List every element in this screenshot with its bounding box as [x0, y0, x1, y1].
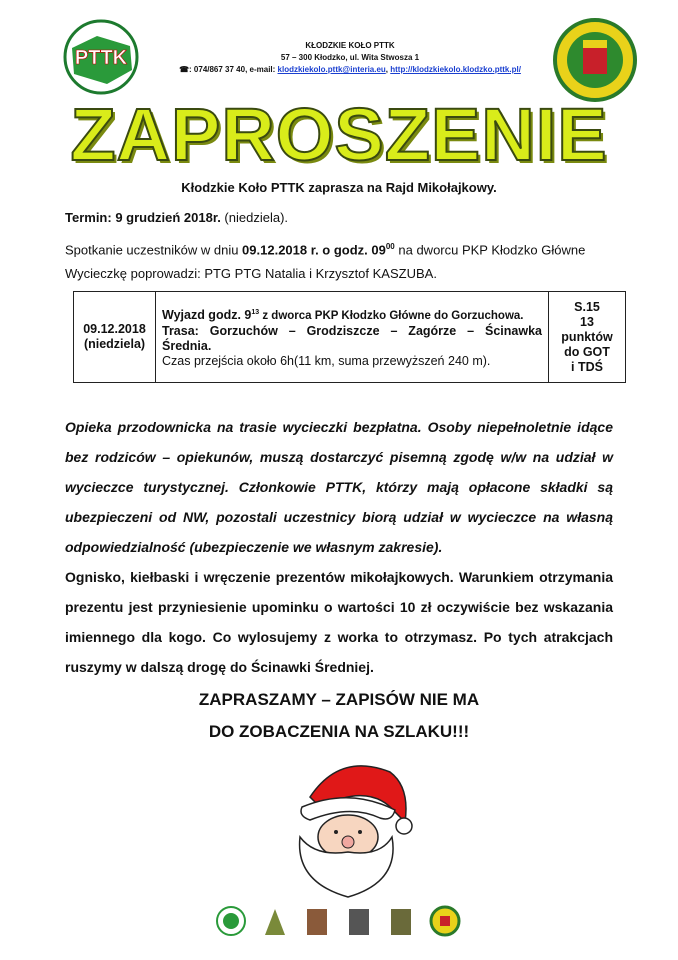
- details-cell: [156, 292, 549, 383]
- closing-1: ZAPRASZAMY – ZAPISÓW NIE MA: [198, 690, 480, 709]
- guides: Wycieczkę poprowadzi: PTG PTG Natalia i Krzysztof KASZUBA.: [65, 266, 437, 281]
- points-cell: [549, 292, 626, 383]
- letterhead: [150, 40, 550, 76]
- website-link[interactable]: http://klodzkiekolo.klodzko.pttk.pl/: [390, 65, 521, 74]
- date: 09.12.2018: [83, 322, 146, 336]
- dep-a: Wyjazd godz. 9: [162, 308, 252, 323]
- email-link[interactable]: klodzkiekolo.pttk@interia.eu: [277, 65, 386, 74]
- points-line: punktów: [561, 329, 613, 344]
- points-line: i TDŚ: [571, 359, 603, 374]
- termin-label: Termin: 9 grudzień 2018r.: [65, 210, 221, 225]
- org-address: 57 – 300 Kłodzko, ul. Wita Stwosza 1: [280, 53, 420, 62]
- kolo-small-logo: [429, 905, 461, 937]
- intro: Kłodzkie Koło PTTK zaprasza na Rajd Mikołajkowy.: [181, 180, 497, 195]
- dep-sup: 13: [251, 308, 260, 316]
- departure: [162, 305, 542, 324]
- org-name: KŁODZKIE KOŁO PTTK: [305, 41, 395, 50]
- schedule-table: [73, 291, 626, 383]
- meeting-b: 09.12.2018 r. o godz. 09: [242, 242, 386, 258]
- meeting-c: na dworcu PKP Kłodzko Główne: [394, 242, 586, 258]
- phone: ☎: 074/867 37 40, e-mail:: [179, 65, 278, 74]
- body-text: [65, 412, 613, 682]
- page-title: ZAPROSZENIE: [70, 93, 608, 176]
- badge-logo: [345, 905, 373, 937]
- meeting-sup: 00: [385, 242, 395, 251]
- time: Czas przejścia około 6h(11 km, suma przewyższeń 240 m).: [162, 354, 491, 369]
- santa-illustration: [280, 752, 420, 902]
- points-line: do GOT: [564, 344, 610, 359]
- day: (niedziela): [83, 337, 146, 351]
- dep-b: z dworca PKP Kłodzko Główne do Gorzuchowa.: [259, 310, 524, 323]
- closing-2: DO ZOBACZENIA NA SZLAKU!!!: [208, 722, 470, 741]
- points-line: 13: [580, 314, 594, 329]
- termin: [65, 210, 288, 226]
- trail-logo: [261, 905, 289, 937]
- sponsor-logos: [215, 905, 461, 937]
- badge-logo-2: [387, 905, 415, 937]
- paragraph-program: Ognisko, kiełbaski i wręczenie prezentów mikołajkowych. Warunkiem otrzymania prezentu jest przyniesienie upominku o wartości 10 zł oczywiście bez wskazania imiennego dla kogo. Co wylosujemy z worka to otrzymasz. Po tych atrakcjach ruszymy w dalszą drogę do Ścinawki Średniej.: [65, 569, 613, 675]
- route: Trasa: Gorzuchów – Grodziszcze – Zagórze – Ścinawka Średnia.: [162, 324, 542, 354]
- kolo-logo: [553, 18, 637, 102]
- termin-day: (niedziela).: [220, 210, 289, 225]
- meeting: [65, 239, 585, 258]
- svg-text:PTTK: PTTK: [74, 47, 128, 69]
- paragraph-care: Opieka przodownicka na trasie wycieczki bezpłatna. Osoby niepełnoletnie idące bez rodziców – opiekunów, muszą dostarczyć pisemną zgodę w/w na udział w wycieczce turystycznej. Członkowie PTTK, którzy mają opłacone składki są ubezpieczeni od NW, pozostali uczestnicy biorą udział w wycieczce na własną odpowiedzialność (ubezpieczenie we własnym zakresie).: [65, 419, 613, 555]
- pttk-small-logo: [215, 905, 247, 937]
- mountain-logo: [303, 905, 331, 937]
- points-line: S.15: [574, 299, 600, 314]
- table-row: [74, 292, 626, 383]
- pttk-logo: [52, 18, 150, 96]
- separator: ,: [385, 65, 391, 74]
- date-cell: [74, 292, 156, 383]
- meeting-a: Spotkanie uczestników w dniu: [65, 242, 243, 258]
